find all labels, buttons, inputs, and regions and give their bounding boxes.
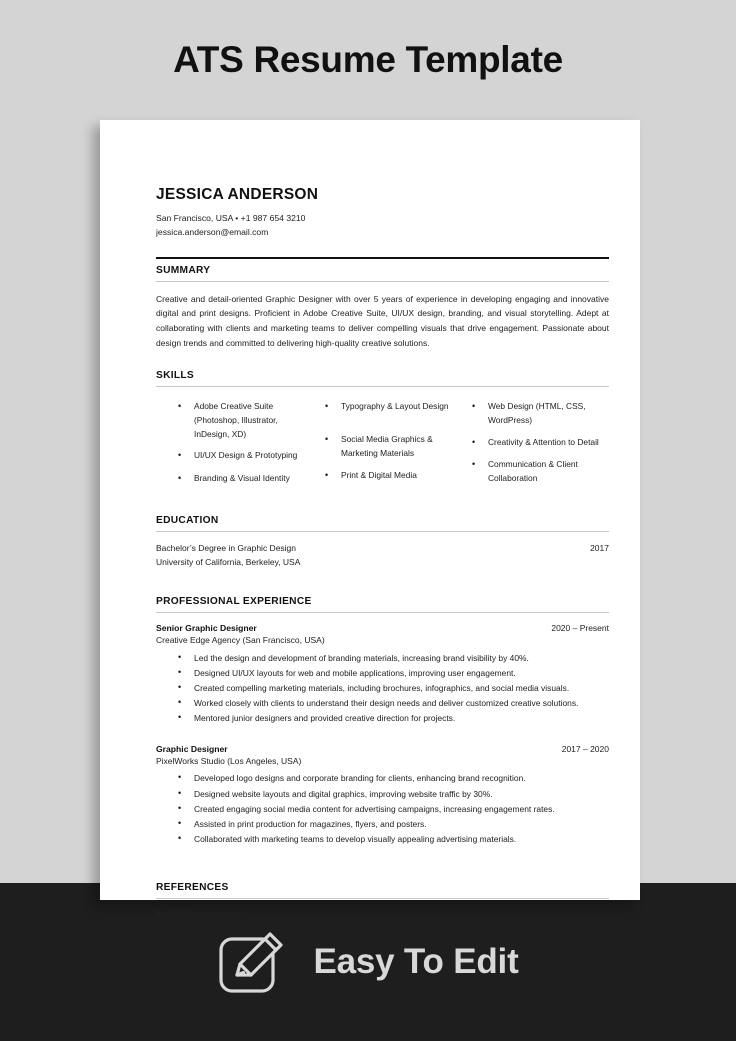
job-company: PixelWorks Studio (Los Angeles, USA) [156,755,302,766]
education-body [156,532,609,570]
references-body [156,899,609,919]
education-degree: Bachelor’s Degree in Graphic Design [156,543,297,554]
job-bullet: • Collaborated with marketing teams to develop visually appealing advertising materials. [178,832,609,846]
top-title-banner [0,0,736,120]
skill-item: • Print & Digital Media [325,469,462,483]
section-summary [156,257,609,350]
pencil-square-edit-icon [217,925,291,999]
job-bullet: • Designed website layouts and digital graphics, improving website traffic by 30%. [178,787,609,801]
experience-entry-header [156,623,609,633]
skills-column-2 [325,400,462,493]
job-bullet-list [156,771,609,846]
experience-entry [156,744,609,847]
section-references [156,876,609,919]
skill-item: • Web Design (HTML, CSS, WordPress) [472,400,609,427]
candidate-email: jessica.anderson@email.com [156,226,269,237]
candidate-location-phone: San Francisco, USA • +1 987 654 3210 [156,213,306,223]
job-bullet: • Worked closely with clients to understand their design needs and deliver customized creative solutions. [178,696,609,710]
experience-heading: PROFESSIONAL EXPERIENCE [156,595,312,607]
skills-column-3 [472,400,609,493]
resume-header [156,186,609,240]
job-bullet: • Created engaging social media content for advertising campaigns, increasing engagement rates. [178,802,609,816]
job-bullet: • Designed UI/UX layouts for web and mobile applications, improving user engagement. [178,666,609,680]
experience-entry-header [156,744,609,754]
experience-entry [156,623,609,726]
skills-grid [156,397,609,493]
education-heading: EDUCATION [156,515,219,527]
resume-content [100,120,640,919]
job-title: Senior Graphic Designer [156,622,257,633]
skills-heading: SKILLS [156,370,195,382]
references-heading: REFERENCES [156,882,229,894]
skills-column-1 [178,400,315,493]
candidate-name: JESSICA ANDERSON [156,186,319,203]
job-bullet-list [156,651,609,726]
education-details [156,542,300,570]
skill-item: • UI/UX Design & Prototyping [178,449,315,463]
section-skills [156,364,609,493]
job-bullet: • Developed logo designs and corporate branding for clients, enhancing brand recognition. [178,771,609,785]
job-company: Creative Edge Agency (San Francisco, USA) [156,634,325,645]
job-dates: 2017 – 2020 [561,743,609,754]
skill-item: • Branding & Visual Identity [178,472,315,486]
summary-body [156,282,609,350]
skill-item: • Social Media Graphics & Marketing Materials [325,433,462,460]
easy-to-edit-label: Easy To Edit [313,942,519,981]
job-dates: 2020 – Present [551,622,609,633]
skill-item: • Typography & Layout Design [325,400,462,414]
job-bullet: • Mentored junior designers and provided creative direction for projects. [178,711,609,725]
page-title: ATS Resume Template [173,39,563,80]
skill-item: • Creativity & Attention to Detail [472,436,609,450]
experience-body [156,613,609,846]
job-bullet: • Created compelling marketing materials, including brochures, infographics, and social media visuals. [178,681,609,695]
job-bullet: • Led the design and development of branding materials, increasing brand visibility by 40%. [178,651,609,665]
skills-body [156,387,609,493]
skill-item: • Communication & Client Collaboration [472,458,609,485]
skill-item: • Adobe Creative Suite (Photoshop, Illustrator, InDesign, XD) [178,400,315,441]
references-text: Available upon request [156,909,243,920]
section-experience [156,590,609,846]
education-year: 2017 [590,543,609,554]
summary-heading: SUMMARY [156,264,211,276]
education-entry [156,542,609,570]
education-institution: University of California, Berkeley, USA [156,557,301,568]
job-title: Graphic Designer [156,743,228,754]
job-bullet: • Assisted in print production for magazines, flyers, and posters. [178,817,609,831]
section-education [156,509,609,570]
summary-text: Creative and detail-oriented Graphic Designer with over 5 years of experience in developing engaging and innovative digital and print designs. Proficient in Adobe Creative Suite, UI/UX design, branding, and visual storytelling. Adept at collaborating with clients and marketing teams to deliver compelling visuals that drive engagement. Passionate about design trends and committed to delivering high-quality creative solutions. [156,293,609,348]
resume-page [100,120,640,920]
